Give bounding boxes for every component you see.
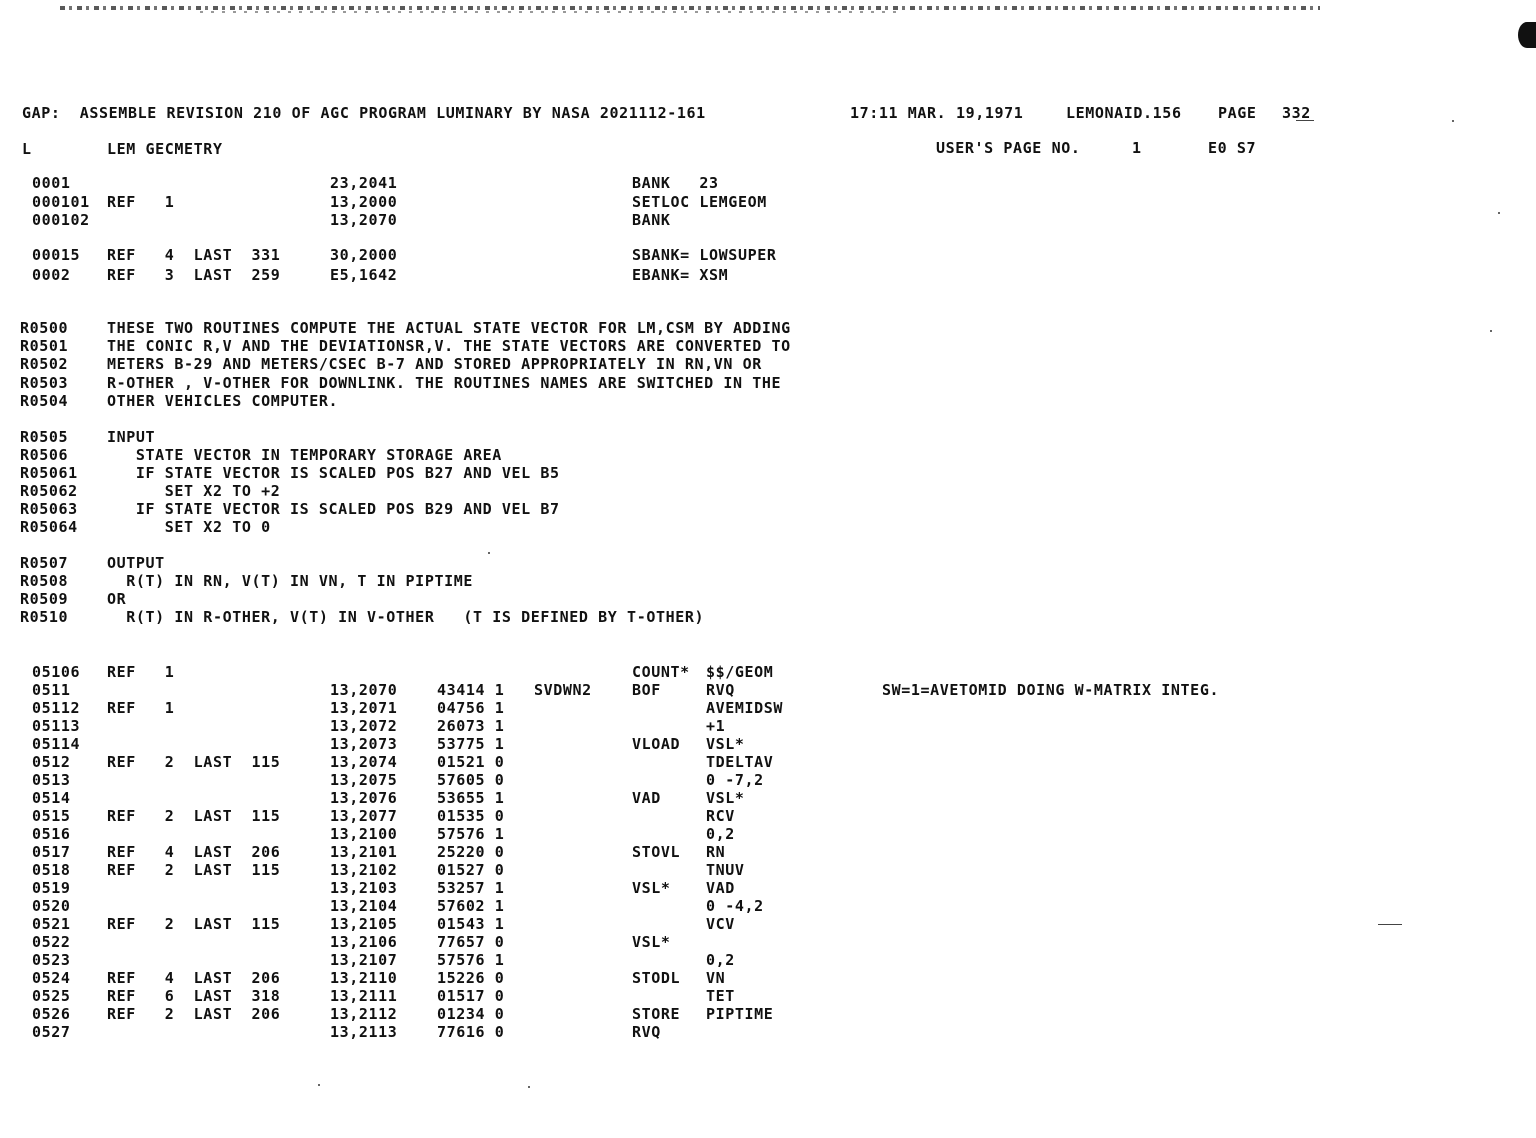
code-op: STORE: [632, 1005, 681, 1023]
remark-seq: R0502: [20, 355, 69, 374]
users-page-label: USER'S PAGE NO.: [936, 139, 1081, 157]
section-title: LEM GECMETRY: [107, 140, 223, 158]
code-seq: 0513: [32, 771, 71, 789]
remark-seq: R0500: [20, 319, 69, 337]
code-op: BOF: [632, 681, 661, 699]
line-seq: 000101: [32, 192, 90, 211]
code-operand: 0,2: [706, 825, 735, 843]
scan-speck: [318, 1084, 320, 1086]
scan-blot: [1518, 22, 1536, 48]
code-operand: AVEMIDSW: [706, 699, 784, 717]
remark-seq: R05062: [20, 482, 78, 500]
code-op: COUNT*: [632, 663, 690, 681]
code-seq: 0514: [32, 789, 71, 807]
remark-seq: R0510: [20, 608, 69, 626]
remark-text: THESE TWO ROUTINES COMPUTE THE ACTUAL STATE VECTOR FOR LM,CSM BY ADDING: [107, 319, 791, 337]
remark-text: THE CONIC R,V AND THE DEVIATIONSR,V. THE STATE VECTORS ARE CONVERTED TO: [107, 337, 791, 356]
code-operand: $$/GEOM: [706, 663, 774, 681]
code-addr: 13,2105: [330, 915, 398, 933]
remark-seq: R05064: [20, 518, 78, 536]
code-operand: VSL*: [706, 789, 745, 807]
line-address: 30,2000: [330, 246, 398, 264]
remark-seq: R0508: [20, 572, 69, 590]
code-op: VSL*: [632, 879, 671, 897]
header-banner: GAP: ASSEMBLE REVISION 210 OF AGC PROGRAM LUMINARY BY NASA 2021112-161: [22, 104, 706, 122]
code-label: SVDWN2: [534, 681, 592, 699]
header-page-number: 332: [1282, 104, 1311, 122]
scan-noise-top-2: [200, 11, 900, 13]
code-addr: 13,2101: [330, 843, 398, 861]
code-seq: 05114: [32, 735, 81, 753]
code-word: 53257 1: [437, 879, 505, 897]
code-word: 01535 0: [437, 807, 505, 825]
line-code: SBANK= LOWSUPER: [632, 246, 777, 264]
code-seq: 0515: [32, 807, 71, 825]
code-word: 04756 1: [437, 699, 505, 717]
code-operand: VAD: [706, 879, 735, 897]
remark-text: SET X2 TO 0: [107, 518, 271, 536]
code-word: 01521 0: [437, 753, 505, 771]
code-word: 77616 0: [437, 1023, 505, 1041]
remark-text: INPUT: [107, 428, 156, 446]
code-word: 25220 0: [437, 843, 505, 861]
code-operand: +1: [706, 717, 726, 735]
remark-seq: R0503: [20, 373, 69, 392]
type-code: L: [22, 140, 32, 158]
header-job: LEMONAID.156: [1066, 104, 1182, 122]
scan-speck: [488, 552, 490, 554]
remark-seq: R05061: [20, 464, 78, 482]
line-address: 23,2041: [330, 174, 398, 192]
line-ref: REF 4 LAST 331: [107, 246, 281, 264]
code-ref: REF 1: [107, 663, 175, 681]
remark-text: SET X2 TO +2: [107, 482, 281, 500]
code-ref: REF 2 LAST 206: [107, 1005, 281, 1023]
remark-text: IF STATE VECTOR IS SCALED POS B29 AND VEL B7: [107, 500, 560, 518]
code-seq: 0512: [32, 753, 71, 771]
code-word: 26073 1: [437, 717, 505, 735]
code-seq: 0524: [32, 969, 71, 987]
code-comment: SW=1=AVETOMID DOING W-MATRIX INTEG.: [882, 681, 1220, 699]
scan-speck: [528, 1086, 530, 1088]
code-word: 57576 1: [437, 951, 505, 969]
code-addr: 13,2076: [330, 789, 398, 807]
code-word: 57602 1: [437, 897, 505, 915]
code-word: 43414 1: [437, 681, 505, 699]
line-ref: REF 3 LAST 259: [107, 266, 281, 284]
code-addr: 13,2112: [330, 1005, 398, 1023]
code-ref: REF 2 LAST 115: [107, 753, 281, 771]
code-ref: REF 4 LAST 206: [107, 843, 281, 861]
code-seq: 05106: [32, 663, 81, 681]
code-ref: REF 2 LAST 115: [107, 915, 281, 933]
code-seq: 05113: [32, 717, 81, 735]
code-operand: RN: [706, 843, 726, 861]
code-addr: 13,2107: [330, 951, 398, 969]
line-code: SETLOC LEMGEOM: [632, 192, 767, 211]
code-seq: 0527: [32, 1023, 71, 1041]
scan-mark: [1378, 924, 1402, 925]
code-seq: 0526: [32, 1005, 71, 1023]
code-seq: 0517: [32, 843, 71, 861]
code-op: RVQ: [632, 1023, 661, 1041]
code-operand: 0 -7,2: [706, 771, 764, 789]
code-word: 77657 0: [437, 933, 505, 951]
line-seq: 0002: [32, 266, 71, 284]
line-code: BANK: [632, 211, 671, 229]
remark-text: STATE VECTOR IN TEMPORARY STORAGE AREA: [107, 446, 502, 464]
code-operand: VCV: [706, 915, 735, 933]
code-word: 57605 0: [437, 771, 505, 789]
code-op: VLOAD: [632, 735, 681, 753]
code-word: 01517 0: [437, 987, 505, 1005]
line-code: EBANK= XSM: [632, 266, 729, 284]
code-operand: TNUV: [706, 861, 745, 879]
code-addr: 13,2106: [330, 933, 398, 951]
code-addr: 13,2102: [330, 861, 398, 879]
scan-noise-top: [60, 6, 1320, 10]
code-op: VAD: [632, 789, 661, 807]
code-word: 01527 0: [437, 861, 505, 879]
code-seq: 0511: [32, 681, 71, 699]
code-seq: 0525: [32, 987, 71, 1005]
remark-text: OUTPUT: [107, 554, 165, 572]
code-ref: REF 6 LAST 318: [107, 987, 281, 1005]
code-word: 15226 0: [437, 969, 505, 987]
code-operand: 0,2: [706, 951, 735, 969]
code-word: 53655 1: [437, 789, 505, 807]
code-ref: REF 1: [107, 699, 175, 717]
code-addr: 13,2075: [330, 771, 398, 789]
code-seq: 0523: [32, 951, 71, 969]
remark-text: IF STATE VECTOR IS SCALED POS B27 AND VEL B5: [107, 464, 560, 482]
remark-seq: R0506: [20, 446, 69, 464]
code-addr: 13,2111: [330, 987, 398, 1005]
code-word: 01543 1: [437, 915, 505, 933]
remark-text: R(T) IN R-OTHER, V(T) IN V-OTHER (T IS DEFINED BY T-OTHER): [107, 608, 705, 626]
code-addr: 13,2103: [330, 879, 398, 897]
code-seq: 0518: [32, 861, 71, 879]
code-addr: 13,2071: [330, 699, 398, 717]
users-page-number: 1: [1132, 139, 1142, 157]
line-seq: 0001: [32, 174, 71, 192]
code-ref: REF 4 LAST 206: [107, 969, 281, 987]
code-operand: TET: [706, 987, 735, 1005]
remark-text: OR: [107, 590, 127, 608]
code-operand: RCV: [706, 807, 735, 825]
remark-text: METERS B-29 AND METERS/CSEC B-7 AND STORED APPROPRIATELY IN RN,VN OR: [107, 355, 762, 374]
code-operand: RVQ: [706, 681, 735, 699]
line-seq: 00015: [32, 246, 81, 264]
code-addr: 13,2070: [330, 681, 398, 699]
scan-speck: [1498, 212, 1500, 214]
code-seq: 0522: [32, 933, 71, 951]
code-operand: PIPTIME: [706, 1005, 774, 1023]
code-ref: REF 2 LAST 115: [107, 807, 281, 825]
code-addr: 13,2104: [330, 897, 398, 915]
code-word: 57576 1: [437, 825, 505, 843]
code-addr: 13,2113: [330, 1023, 398, 1041]
remark-seq: R0504: [20, 391, 69, 410]
code-addr: 13,2100: [330, 825, 398, 843]
code-addr: 13,2077: [330, 807, 398, 825]
code-op: VSL*: [632, 933, 671, 951]
code-seq: 0519: [32, 879, 71, 897]
scan-speck: [1490, 330, 1492, 332]
line-address: E5,1642: [330, 266, 398, 284]
code-seq: 0521: [32, 915, 71, 933]
code-seq: 0520: [32, 897, 71, 915]
header-timestamp: 17:11 MAR. 19,1971: [850, 104, 1024, 122]
code-seq: 0516: [32, 825, 71, 843]
remark-text: OTHER VEHICLES COMPUTER.: [107, 391, 339, 410]
code-seq: 05112: [32, 699, 81, 717]
remark-seq: R0505: [20, 428, 69, 446]
code-word: 53775 1: [437, 735, 505, 753]
code-operand: 0 -4,2: [706, 897, 764, 915]
code-operand: TDELTAV: [706, 753, 774, 771]
page-marker: E0 S7: [1208, 139, 1257, 157]
scan-speck: [1452, 120, 1454, 122]
remark-seq: R0501: [20, 337, 69, 356]
remark-text: R-OTHER , V-OTHER FOR DOWNLINK. THE ROUTINES NAMES ARE SWITCHED IN THE: [107, 373, 782, 392]
line-code: BANK 23: [632, 174, 719, 192]
code-operand: VN: [706, 969, 726, 987]
code-addr: 13,2110: [330, 969, 398, 987]
line-address: 13,2070: [330, 211, 398, 229]
remark-seq: R05063: [20, 500, 78, 518]
code-addr: 13,2074: [330, 753, 398, 771]
remark-seq: R0509: [20, 590, 69, 608]
code-addr: 13,2073: [330, 735, 398, 753]
code-op: STOVL: [632, 843, 681, 861]
code-addr: 13,2072: [330, 717, 398, 735]
line-ref: REF 1: [107, 192, 175, 211]
remark-seq: R0507: [20, 554, 69, 572]
code-op: STODL: [632, 969, 681, 987]
header-page-label: PAGE: [1218, 104, 1257, 122]
remark-text: R(T) IN RN, V(T) IN VN, T IN PIPTIME: [107, 572, 473, 590]
code-operand: VSL*: [706, 735, 745, 753]
line-address: 13,2000: [330, 192, 398, 211]
code-word: 01234 0: [437, 1005, 505, 1023]
code-ref: REF 2 LAST 115: [107, 861, 281, 879]
line-seq: 000102: [32, 211, 90, 229]
